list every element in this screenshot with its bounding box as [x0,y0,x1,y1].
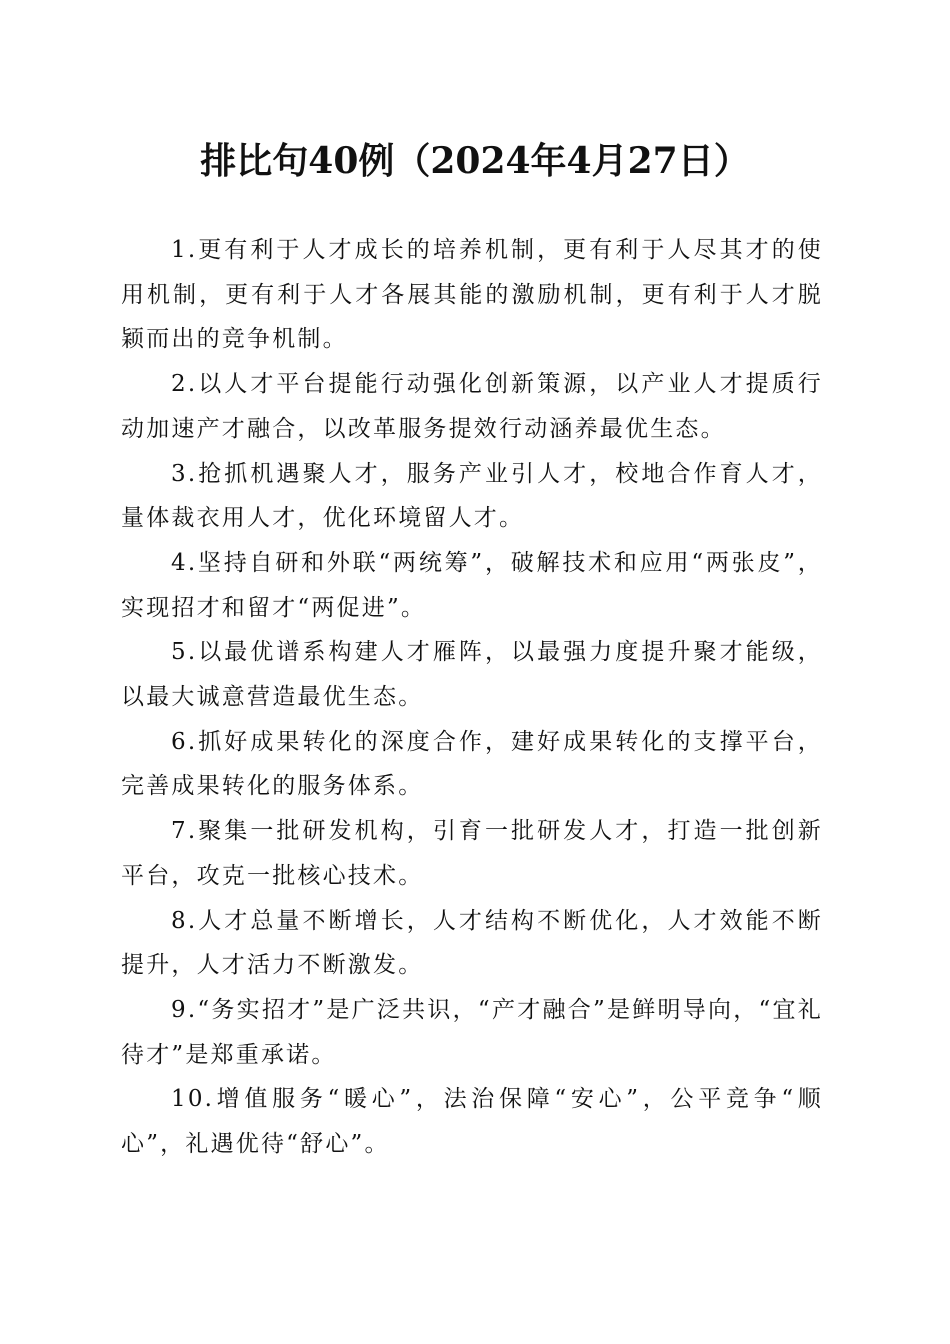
paragraph-8: 8.人才总量不断增长，人才结构不断优化，人才效能不断提升，人才活力不断激发。 [121,907,823,979]
document-title: 排比句40例（2024年4月27日） [200,140,750,182]
paragraph-2: 2.以人才平台提能行动强化创新策源，以产业人才提质行动加速产才融合，以改革服务提效行动涵养最优生态。 [121,371,823,442]
paragraph-1: 1.更有利于人才成长的培养机制，更有利于人尽其才的使用机制，更有利于人才各展其能的激励机制，更有利于人才脱颖而出的竞争机制。 [121,237,823,353]
paragraph-7: 7.聚集一批研发机构，引育一批研发人才，打造一批创新平台，攻克一批核心技术。 [121,818,823,889]
paragraph-5: 5.以最优谱系构建人才雁阵，以最强力度提升聚才能级，以最大诚意营造最优生态。 [121,639,823,711]
paragraph-9: 9.“务实招才”是广泛共识，“产才融合”是鲜明导向，“宜礼待才”是郑重承诺。 [121,996,823,1068]
paragraph-6: 6.抓好成果转化的深度合作，建好成果转化的支撑平台，完善成果转化的服务体系。 [121,728,823,800]
paragraph-3: 3.抢抓机遇聚人才，服务产业引人才，校地合作育人才，量体裁衣用人才，优化环境留人才。 [121,460,823,532]
document-body [121,228,823,1167]
paragraph-10: 10.增值服务“暖心”，法治保障“安心”，公平竞争“顺心”，礼遇优待“舒心”。 [121,1086,823,1158]
paragraph-4: 4.坚持自研和外联“两统筹”，破解技术和应用“两张皮”，实现招才和留才“两促进”。 [121,549,823,621]
